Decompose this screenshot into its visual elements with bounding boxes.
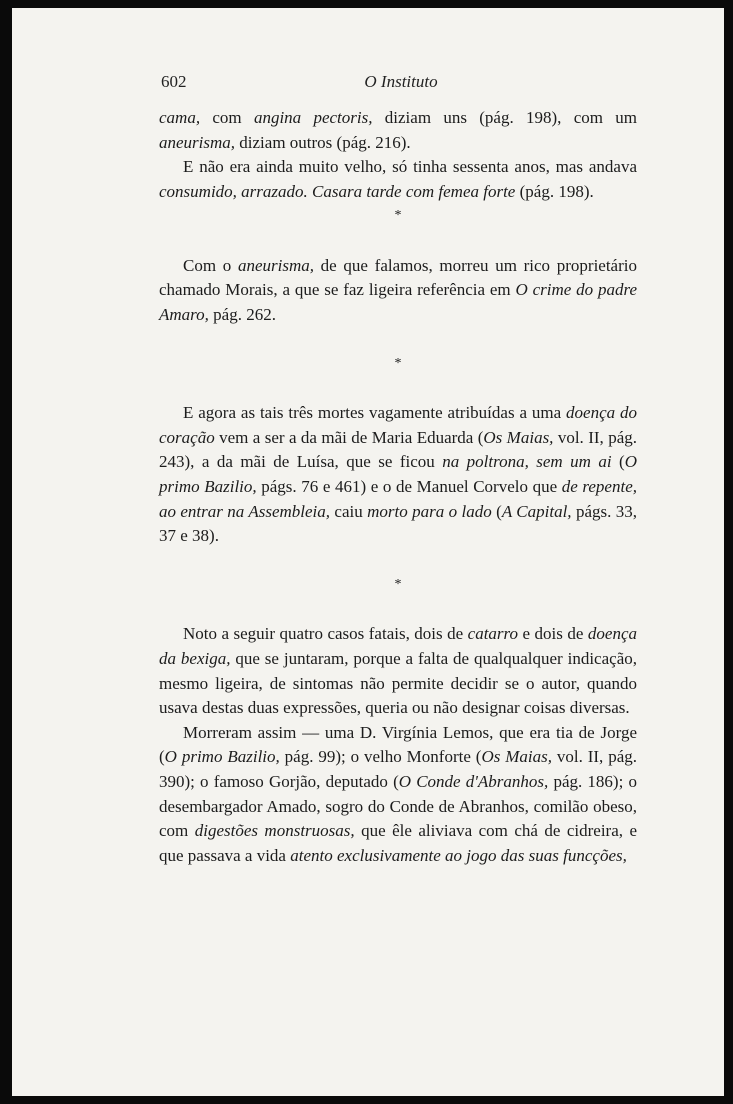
text-segment: ( bbox=[491, 501, 502, 521]
italic-segment: doença do coração bbox=[159, 403, 638, 447]
italic-segment: morto para o lado bbox=[367, 501, 492, 521]
text-segment: ( bbox=[611, 452, 625, 472]
paragraph bbox=[159, 401, 637, 549]
italic-segment: cama, bbox=[159, 108, 201, 127]
text-segment: de que falamos, morreu um rico proprietário chamado Morais, a que se faz ligeira referência em bbox=[159, 255, 637, 300]
text-segment: E agora as tais três mortes vagamente atribuídas a uma bbox=[183, 403, 567, 423]
text-segment: Com o bbox=[183, 255, 238, 275]
italic-segment: O primo Bazilio, bbox=[159, 452, 637, 496]
paragraph bbox=[159, 106, 637, 155]
text-segment: págs. 76 e 461) e o de Manuel Corvelo que bbox=[256, 476, 562, 496]
body-text bbox=[159, 106, 637, 868]
text-segment: pág. 262. bbox=[208, 304, 276, 324]
italic-segment: catarro bbox=[467, 624, 519, 644]
text-segment: págs. 33, 37 e 38). bbox=[159, 501, 637, 546]
italic-segment: O crime do padre Amaro, bbox=[159, 280, 638, 324]
italic-segment: consumido, arrazado. Casara tarde com femea forte bbox=[159, 181, 516, 201]
text-segment: diziam uns (pág. 198), com um bbox=[372, 108, 637, 127]
text-segment: vem a ser a da mãi de Maria Eduarda ( bbox=[214, 427, 484, 447]
text-segment: com bbox=[200, 108, 254, 127]
paragraph bbox=[159, 254, 637, 328]
italic-segment: aneurisma, bbox=[237, 255, 314, 275]
text-segment: pág. 186); o desembargador Amado, sogro do Conde de Abranhos, comilão obeso, com bbox=[159, 772, 637, 841]
italic-segment: de repente, ao entrar na Assembleia, bbox=[159, 476, 637, 521]
italic-segment: digestões monstruosas, bbox=[194, 821, 355, 841]
text-segment: vol. II, pág. 390); o famoso Gorjão, deputado ( bbox=[159, 747, 637, 792]
text-segment: E não era ainda muito velho, só tinha sessenta anos, mas andava bbox=[183, 157, 637, 177]
running-title: O Instituto bbox=[364, 72, 438, 91]
section-separator: * bbox=[394, 208, 402, 224]
text-segment: vol. II, pág. 243), a da mãi de Luísa, que se ficou bbox=[159, 427, 637, 472]
paragraph bbox=[159, 721, 637, 869]
section-separator: * bbox=[394, 577, 402, 593]
book-page bbox=[12, 8, 724, 1096]
italic-segment: O primo Bazilio, bbox=[164, 747, 280, 767]
italic-segment: aneurisma, bbox=[159, 132, 236, 152]
text-segment: que êle aliviava com chá de cidreira, e que passava a vida bbox=[159, 821, 637, 865]
paragraph bbox=[159, 622, 637, 720]
text-segment: que se juntaram, porque a falta de qualqualquer indicação, mesmo ligeira, de sintomas não permite decidir se o autor, quando usava destas duas expressões, queria ou não designar coisas diversas. bbox=[159, 649, 637, 718]
italic-segment: angina pectoris, bbox=[253, 108, 373, 127]
text-segment: Noto a seguir quatro casos fatais, dois de bbox=[183, 624, 468, 644]
italic-segment: atento exclusivamente ao jogo das suas funcções, bbox=[290, 845, 627, 865]
section-separator: * bbox=[394, 355, 402, 371]
italic-segment: na poltrona, sem um ai bbox=[442, 452, 612, 472]
paragraph bbox=[159, 155, 637, 204]
text-segment: pág. 99); o velho Monforte ( bbox=[279, 747, 482, 767]
text-segment: e dois de bbox=[518, 624, 588, 644]
text-segment: (pág. 198). bbox=[515, 181, 594, 201]
italic-segment: Os Maias, bbox=[481, 747, 552, 767]
page-number: 602 bbox=[161, 72, 187, 91]
italic-segment: Os Maias, bbox=[483, 427, 554, 447]
text-segment: diziam outros (pág. 216). bbox=[235, 132, 411, 152]
text-segment: Morreram assim — uma D. Virgínia Lemos, que era tia de Jorge ( bbox=[159, 722, 637, 767]
italic-segment: O Conde d'Abranhos, bbox=[398, 772, 549, 792]
italic-segment: A Capital, bbox=[501, 501, 572, 521]
text-segment: caiu bbox=[330, 501, 368, 521]
running-header bbox=[161, 72, 641, 96]
italic-segment: doença da bexiga, bbox=[159, 624, 637, 669]
